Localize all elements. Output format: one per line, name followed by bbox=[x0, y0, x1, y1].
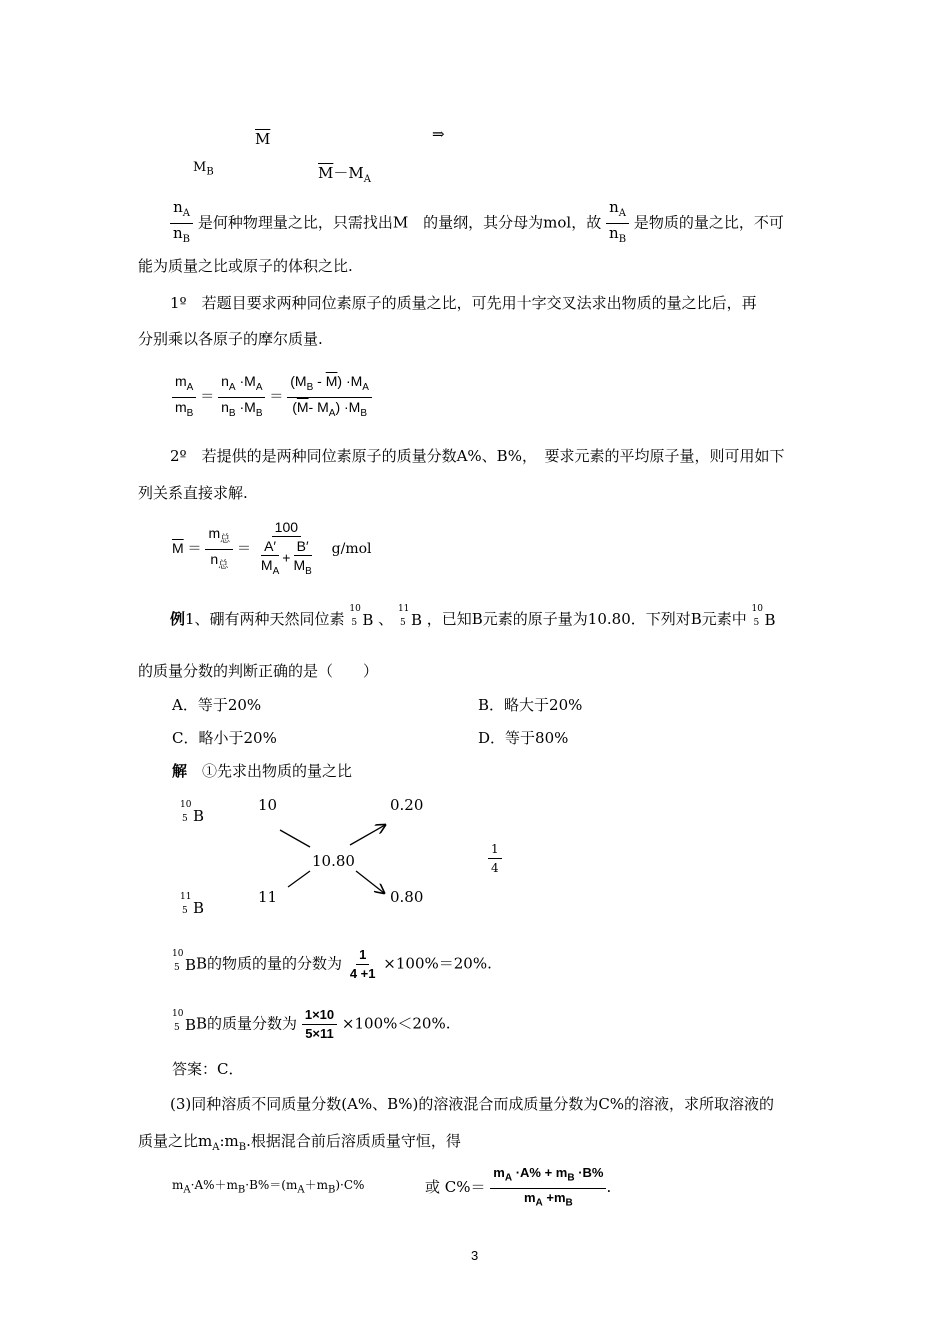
isotope-b10: 10 5 B bbox=[349, 604, 374, 629]
cross-val-1080: 10.80 bbox=[312, 852, 355, 870]
paragraph-ratio-line2: 能为质量之比或原子的体积之比. bbox=[138, 257, 353, 275]
cross-b10-label: 10 5 B bbox=[180, 800, 205, 825]
implies-arrow: ⇒ bbox=[432, 125, 445, 143]
solution-step1: 解 ①先求出物质的量之比 bbox=[172, 762, 353, 780]
example-question: 例1、硼有两种天然同位素 10 5 B 、 11 5 B ，已知B元素的原子量为10.80．下列对B元素中 10 5 B bbox=[170, 604, 776, 629]
option-c: C．略小于20% bbox=[172, 729, 277, 747]
paragraph-mass-fraction: 2º 若提供的是两种同位素原子的质量分数A%、B%， 要求元素的平均原子量，则可用如下 bbox=[170, 447, 785, 465]
cross-val-11: 11 bbox=[258, 888, 278, 906]
cross-ratio: $\frac{1}{4}$ bbox=[488, 840, 502, 877]
cross-b11-label: 11 5 B bbox=[180, 892, 205, 917]
mass-ratio-equation: $\frac{m_A}{m_B}$ ＝ $\frac{n_A \cdot M_A}{n_B \cdot M_B}$ ＝ $\frac{(M_B - \overline{M}) \cdot M_A}{(\overline{M}- M_A) \cdot M_B}$ bbox=[172, 372, 372, 423]
solution-mole-fraction: 10 5 BB的物质的量的分数为 $\frac{1}{4 +1}$ ×100%＝20%. bbox=[172, 947, 492, 981]
paragraph-isotope-mass-ratio: 1º 若题目要求两种同位素原子的质量之比，可先用十字交叉法求出物质的量之比后，再 bbox=[170, 294, 757, 312]
option-b: B．略大于20% bbox=[478, 696, 583, 714]
average-mass-equation: $\overline{M}$ ＝ $\frac{m_总}{n_总}$ ＝ 100 $\frac{A'}{M_A}$ + $\frac{B'}{M_B}$ g/mol bbox=[172, 519, 372, 577]
example-question-line2: 的质量分数的判断正确的是（ ） bbox=[138, 662, 379, 680]
mixing-equation: $m_A\cdot A\%+m_B\cdot B\%=(m_A+m_B)\cdot C\%$ bbox=[172, 1178, 365, 1196]
option-d: D．等于80% bbox=[478, 729, 569, 747]
paragraph-ratio-meaning: $\frac{n_A}{n_B}$ 是何种物理量之比，只需找出M 的量纲，其分母为mol，故 $\frac{n_A}{n_B}$ 是物质的量之比，不可 bbox=[170, 198, 784, 249]
na-nb-fraction-2: $\frac{n_A}{n_B}$ bbox=[606, 198, 629, 249]
paragraph-isotope-mass-ratio-line2: 分别乘以各原子的摩尔质量. bbox=[138, 330, 323, 348]
answer: 答案：C． bbox=[172, 1060, 244, 1078]
cross-val-080: 0.80 bbox=[390, 888, 424, 906]
paragraph-solution-mixing-line2: 质量之比$m_A:m_B$.根据混合前后溶质质量守恒，得 bbox=[138, 1132, 461, 1153]
na-nb-fraction: $\frac{n_A}{n_B}$ bbox=[170, 198, 193, 249]
solution-mass-fraction: 10 5 BB的质量分数为 $\frac{1\times 10}{5\times 11}$ ×100%＜20%. bbox=[172, 1007, 451, 1041]
m-bar-symbol: $\overline{M}$ bbox=[255, 130, 271, 148]
isotope-b10-b: 10 5 B bbox=[751, 604, 776, 629]
isotope-b11: 11 5 B bbox=[397, 604, 422, 629]
paragraph-solution-mixing: (3)同种溶质不同质量分数(A%、B%)的溶液混合而成质量分数为C%的溶液，求所取溶液的 bbox=[170, 1095, 775, 1113]
m-bar-minus-ma: $\overline{M}-M_A$ bbox=[318, 164, 371, 185]
paragraph-mass-fraction-line2: 列关系直接求解. bbox=[138, 484, 248, 502]
cross-val-020: 0.20 bbox=[390, 796, 424, 814]
option-a: A．等于20% bbox=[172, 696, 262, 714]
mixing-equation-alt: 或 C%＝ $\frac{m_A \cdot A\% + m_B \cdot B\%}{m_A +m_B}$ . bbox=[425, 1165, 612, 1209]
page-number: 3 bbox=[471, 1248, 479, 1263]
m-b-symbol: $M_B$ bbox=[193, 160, 214, 178]
cross-val-10: 10 bbox=[258, 796, 278, 814]
